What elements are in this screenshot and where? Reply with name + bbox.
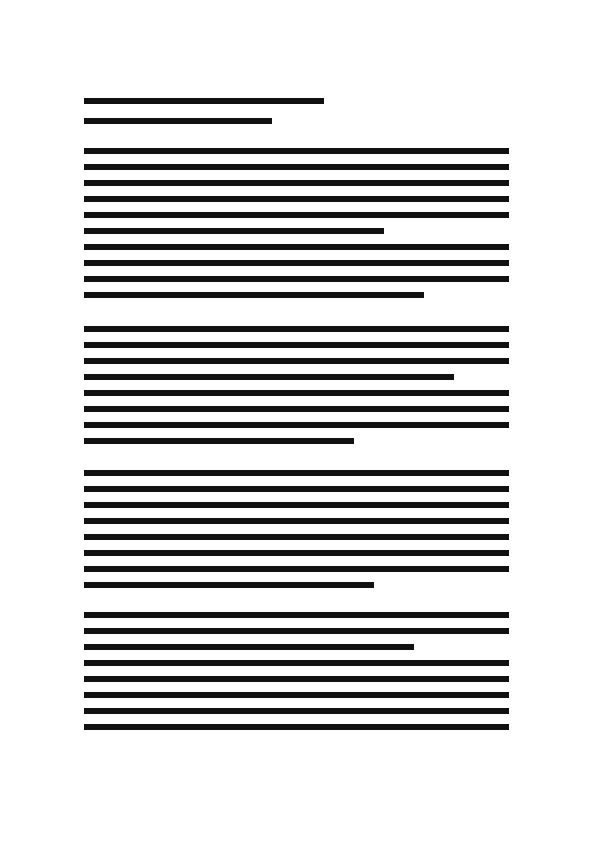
text-line <box>84 326 509 332</box>
text-line <box>84 582 374 588</box>
text-line <box>84 566 509 572</box>
text-line <box>84 612 509 618</box>
text-line <box>84 660 509 666</box>
text-line <box>84 724 509 730</box>
text-line <box>84 244 509 250</box>
text-line <box>84 534 509 540</box>
text-line <box>84 692 509 698</box>
text-line <box>84 98 324 104</box>
text-line <box>84 502 509 508</box>
text-line <box>84 164 509 170</box>
document-note <box>0 0 1 1</box>
text-line <box>84 196 509 202</box>
text-line <box>84 228 384 234</box>
text-line <box>84 628 509 634</box>
text-line <box>84 644 414 650</box>
text-line <box>84 118 272 124</box>
text-line <box>84 212 509 218</box>
text-line <box>84 518 509 524</box>
text-line <box>84 374 454 380</box>
text-line <box>84 358 509 364</box>
text-line <box>84 148 509 154</box>
text-line <box>84 708 509 714</box>
text-line <box>84 486 509 492</box>
text-line <box>84 292 424 298</box>
text-line <box>84 676 509 682</box>
text-line <box>84 550 509 556</box>
text-line <box>84 260 509 266</box>
text-line <box>84 406 509 412</box>
text-line <box>84 422 509 428</box>
text-line <box>84 438 354 444</box>
text-line <box>84 276 509 282</box>
text-line <box>84 390 509 396</box>
text-line <box>84 470 509 476</box>
text-line <box>84 342 509 348</box>
text-line <box>84 180 509 186</box>
